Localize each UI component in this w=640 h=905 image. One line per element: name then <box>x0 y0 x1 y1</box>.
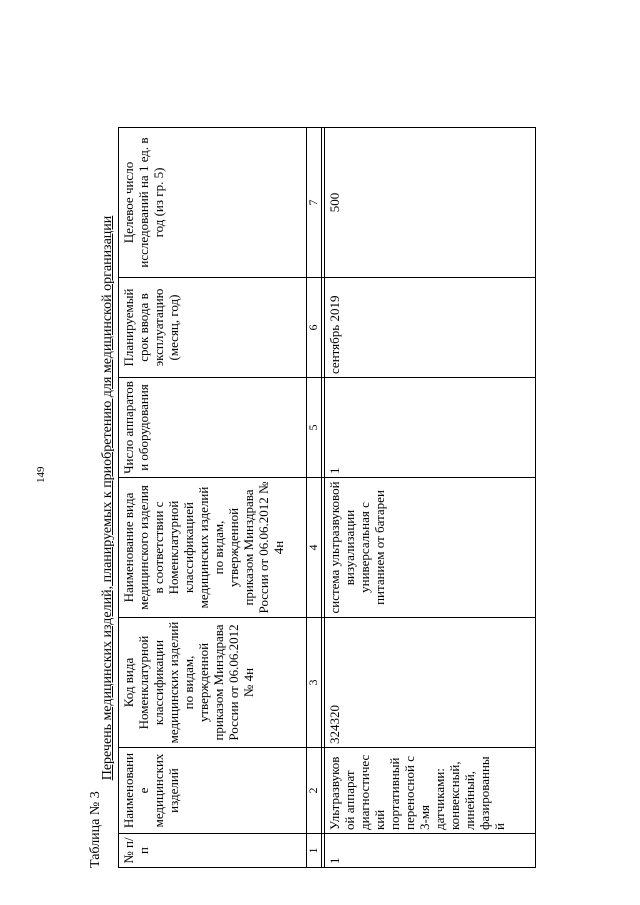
header-cell: Наименование вида медицинского изделия в соответствии с Номенклатурной классификацией медицинских изделий по видам, утвержденной приказом Минздрава России от 06.06.2012 № 4н <box>119 478 307 618</box>
device-count: 1 <box>325 378 536 478</box>
header-cell: № п/п <box>119 834 307 868</box>
device-name: Ультразвуковой аппарат диагностический портативный переносной с 3-мя датчиками: конвексный, линейный, фазированный <box>325 748 536 834</box>
column-number: 2 <box>307 748 322 834</box>
column-number-row <box>307 128 322 868</box>
device-type-name: система ультразвуковой визуализации универсальная с питанием от батареи <box>325 478 536 618</box>
column-number: 4 <box>307 478 322 618</box>
row-number: 1 <box>325 834 536 868</box>
header-cell: Целевое число исследований на 1 ед. в год (из гр. 5) <box>119 128 307 278</box>
column-number: 3 <box>307 618 322 748</box>
table-label: Таблица № 3 <box>88 791 103 868</box>
column-number: 1 <box>307 834 322 868</box>
table-row <box>325 128 536 868</box>
header-cell: Планируемый срок ввода в эксплуатацию (месяц, год) <box>119 278 307 378</box>
device-code: 324320 <box>325 618 536 748</box>
column-number: 6 <box>307 278 322 378</box>
table-caption: Перечень медицинских изделий, планируемых к приобретению для медицинской организации <box>100 215 115 781</box>
target-studies: 500 <box>325 128 536 278</box>
commissioning-date: сентябрь 2019 <box>325 278 536 378</box>
header-cell: Наименование медицинских изделий <box>119 748 307 834</box>
table-header-row <box>119 128 307 868</box>
column-number: 5 <box>307 378 322 478</box>
page-number: 149 <box>35 466 47 483</box>
column-number: 7 <box>307 128 322 278</box>
header-cell: Число аппаратов и оборудования <box>119 378 307 478</box>
rotated-table-block <box>82 48 640 868</box>
header-cell: Код вида Номенклатурной классификации медицинских изделий по видам, утвержденной приказом Минздрава России от 06.06.2012 № 4н <box>119 618 307 748</box>
equipment-table <box>118 127 536 868</box>
